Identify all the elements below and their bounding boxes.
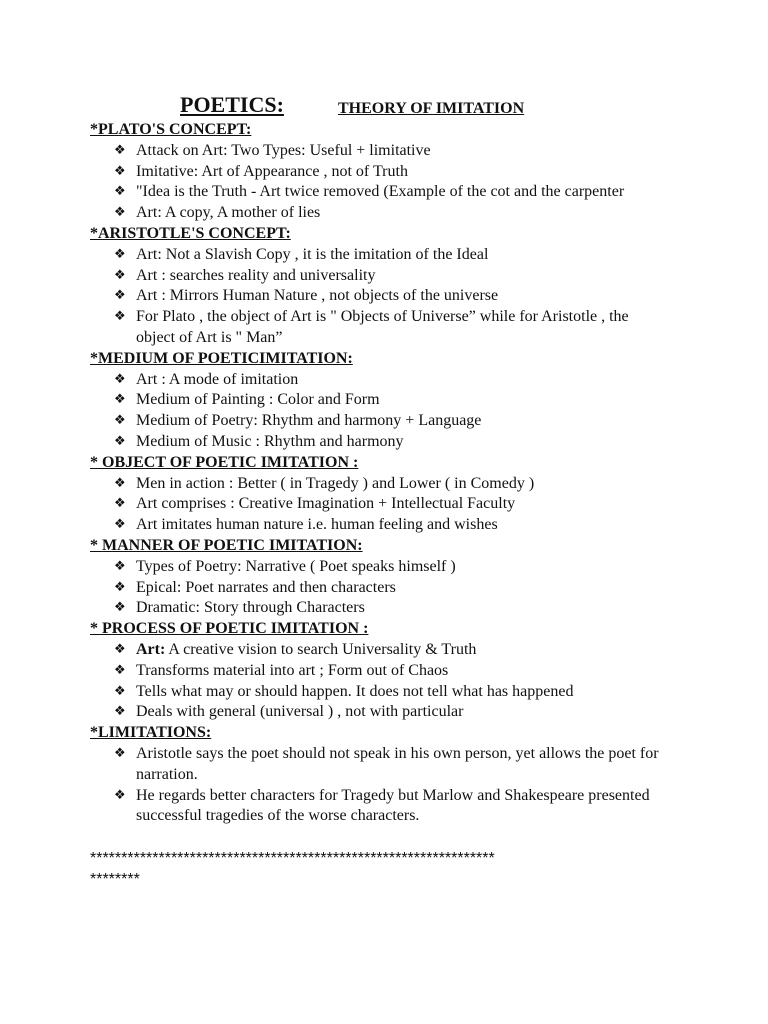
section-heading: * MANNER OF POETIC IMITATION:: [90, 536, 363, 554]
section-heading: *PLATO'S CONCEPT:: [90, 121, 252, 138]
diamond-bullet-icon: ❖: [114, 267, 126, 283]
page-title: POETICS:: [180, 92, 284, 117]
bullet-item: [90, 432, 690, 453]
diamond-bullet-icon: ❖: [114, 662, 126, 678]
bullet-item: [90, 557, 690, 578]
asterisk-divider: [90, 849, 690, 891]
bullet-list: [90, 370, 690, 453]
bullet-item: [90, 245, 690, 266]
diamond-bullet-icon: ❖: [114, 142, 126, 158]
bullet-item: [90, 286, 690, 307]
diamond-bullet-icon: ❖: [114, 309, 126, 325]
bullet-item: [90, 203, 690, 224]
diamond-bullet-icon: ❖: [114, 246, 126, 262]
bullet-text: A creative vision to search Universality & Truth: [165, 640, 477, 658]
bullet-item: [90, 370, 690, 391]
bullet-item: [90, 182, 690, 203]
diamond-bullet-icon: ❖: [114, 163, 126, 179]
bullet-item: [90, 661, 690, 682]
section-heading: *ARISTOTLE'S CONCEPT:: [90, 224, 291, 242]
bullet-list: [90, 744, 690, 827]
bullet-item: [90, 390, 690, 411]
bullet-item: [90, 162, 690, 183]
bullet-text: Epical: Poet narrates and then characters: [136, 578, 396, 596]
diamond-bullet-icon: ❖: [114, 579, 126, 595]
section-heading: *MEDIUM OF POETICIMITATION:: [90, 349, 353, 367]
bullet-text: "Idea is the Truth - Art twice removed (Example of the cot and the carpenter: [136, 183, 625, 201]
notes-body: [90, 120, 690, 891]
diamond-bullet-icon: ❖: [114, 433, 126, 449]
bullet-text: Art: A copy, A mother of lies: [136, 204, 321, 222]
bullet-item: [90, 578, 690, 599]
bullet-text: Medium of Poetry: Rhythm and harmony + Language: [136, 412, 482, 430]
bullet-text: Men in action : Better ( in Tragedy ) and Lower ( in Comedy ): [136, 474, 535, 492]
bullet-item: [90, 515, 690, 536]
bullet-text: Transforms material into art ; Form out of Chaos: [136, 661, 449, 679]
bullet-item: [90, 474, 690, 495]
bullet-text: Art: Not a Slavish Copy , it is the imitation of the Ideal: [136, 245, 489, 263]
bullet-text: For Plato , the object of Art is " Objects of Universe” while for Aristotle , the object of Art is " Man”: [136, 308, 629, 346]
diamond-bullet-icon: ❖: [114, 371, 126, 387]
diamond-bullet-icon: ❖: [114, 683, 126, 699]
bullet-list: [90, 141, 690, 224]
diamond-bullet-icon: ❖: [114, 517, 126, 533]
bullet-item: [90, 702, 690, 723]
section-heading: * OBJECT OF POETIC IMITATION :: [90, 453, 359, 471]
diamond-bullet-icon: ❖: [114, 392, 126, 408]
bullet-item: [90, 744, 666, 786]
bullet-item: [90, 682, 690, 703]
bullet-item: [90, 266, 690, 287]
asterisk-divider-line: *****************************************************************: [90, 850, 495, 868]
diamond-bullet-icon: ❖: [114, 205, 126, 221]
bullet-item: [90, 786, 666, 828]
bullet-list: [90, 640, 690, 723]
diamond-bullet-icon: ❖: [114, 704, 126, 720]
diamond-bullet-icon: ❖: [114, 475, 126, 491]
bullet-text: Art comprises : Creative Imagination + Intellectual Faculty: [136, 495, 516, 513]
bullet-item: [90, 598, 690, 619]
section-heading: *LIMITATIONS:: [90, 724, 212, 742]
bullet-item: [90, 307, 666, 349]
bullet-text: Dramatic: Story through Characters: [136, 599, 365, 617]
bullet-item: [90, 640, 690, 661]
bullet-text: Art : A mode of imitation: [136, 370, 299, 388]
bullet-text: Medium of Painting : Color and Form: [136, 391, 380, 409]
bullet-text: Medium of Music : Rhythm and harmony: [136, 432, 404, 450]
bullet-text: Art : searches reality and universality: [136, 266, 376, 284]
diamond-bullet-icon: ❖: [114, 413, 126, 429]
bullet-item: [90, 141, 690, 162]
section-heading: * PROCESS OF POETIC IMITATION :: [90, 620, 369, 638]
bullet-list: [90, 557, 690, 619]
bullet-text: Attack on Art: Two Types: Useful + limitative: [136, 141, 431, 159]
bullet-text: Art imitates human nature i.e. human feeling and wishes: [136, 516, 498, 534]
bullet-text: Deals with general (universal ) , not with particular: [136, 703, 464, 721]
page-subtitle: THEORY OF IMITATION: [338, 100, 525, 117]
bullet-list: [90, 245, 690, 349]
diamond-bullet-icon: ❖: [114, 641, 126, 657]
bullet-text: Types of Poetry: Narrative ( Poet speaks himself ): [136, 557, 456, 575]
bullet-text: Tells what may or should happen. It does not tell what has happened: [136, 682, 574, 700]
bullet-text: Art : Mirrors Human Nature , not objects of the universe: [136, 287, 499, 305]
diamond-bullet-icon: ❖: [114, 558, 126, 574]
asterisk-divider-line: ********: [90, 870, 140, 888]
bullet-text: Aristotle says the poet should not speak in his own person, yet allows the poet for narration.: [136, 744, 659, 783]
diamond-bullet-icon: ❖: [114, 787, 126, 803]
bullet-lead: Art:: [136, 640, 166, 658]
diamond-bullet-icon: ❖: [114, 496, 126, 512]
diamond-bullet-icon: ❖: [114, 288, 126, 304]
bullet-list: [90, 474, 690, 536]
bullet-item: [90, 494, 690, 515]
bullet-text: Imitative: Art of Appearance , not of Truth: [136, 162, 408, 180]
bullet-item: [90, 411, 690, 432]
diamond-bullet-icon: ❖: [114, 184, 126, 200]
diamond-bullet-icon: ❖: [114, 600, 126, 616]
diamond-bullet-icon: ❖: [114, 745, 126, 761]
bullet-text: He regards better characters for Tragedy but Marlow and Shakespeare presented successful tragedies of the worse characters.: [136, 786, 650, 825]
